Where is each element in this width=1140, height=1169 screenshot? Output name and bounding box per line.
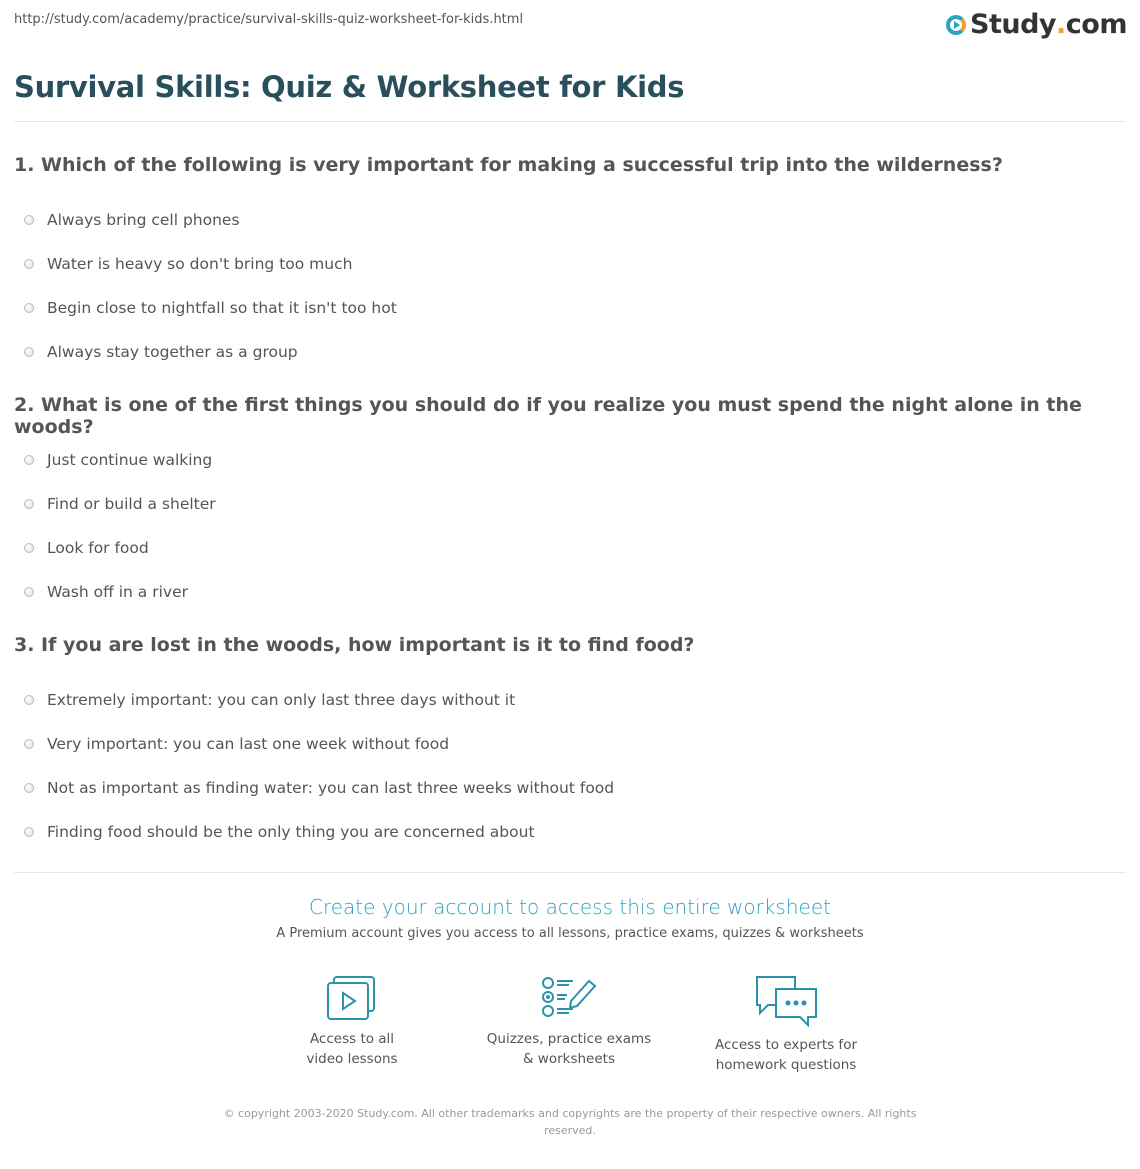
logo-name: Study xyxy=(970,9,1057,40)
logo-dot: . xyxy=(1056,9,1066,40)
page-url: http://study.com/academy/practice/survival-skills-quiz-worksheet-for-kids.html xyxy=(14,12,524,27)
answer-option[interactable] xyxy=(14,810,1124,854)
chat-bubbles-icon xyxy=(754,975,818,1027)
question-text: 3. If you are lost in the woods, how important is it to find food? xyxy=(14,634,695,656)
divider xyxy=(14,872,1126,873)
question-2 xyxy=(14,394,1124,614)
radio-button[interactable] xyxy=(24,347,34,357)
answer-option[interactable] xyxy=(14,242,1124,286)
feature-video-lessons xyxy=(252,975,452,1069)
cta-subtitle: A Premium account gives you access to all lessons, practice exams, quizzes & worksheets xyxy=(276,926,864,941)
radio-button[interactable] xyxy=(24,695,34,705)
quiz-checklist-icon xyxy=(541,975,597,1021)
feature-label: Access to all xyxy=(309,1031,395,1047)
feature-label: video lessons xyxy=(306,1051,398,1067)
answer-label: Just continue walking xyxy=(47,451,213,469)
answer-option[interactable] xyxy=(14,570,1124,614)
radio-button[interactable] xyxy=(24,543,34,553)
radio-button[interactable] xyxy=(24,215,34,225)
feature-label: homework questions xyxy=(715,1057,857,1073)
radio-button[interactable] xyxy=(24,827,34,837)
video-lessons-icon xyxy=(326,975,378,1021)
feature-label: & worksheets xyxy=(522,1051,615,1067)
answer-label: Always bring cell phones xyxy=(47,211,240,229)
answer-label: Wash off in a river xyxy=(47,583,188,601)
answer-option[interactable] xyxy=(14,678,1124,722)
question-1 xyxy=(14,154,1124,374)
radio-button[interactable] xyxy=(24,739,34,749)
play-logo-icon xyxy=(946,15,966,35)
answer-option[interactable] xyxy=(14,526,1124,570)
answer-label: Begin close to nightfall so that it isn't too hot xyxy=(47,299,397,317)
answer-option[interactable] xyxy=(14,722,1124,766)
answer-option[interactable] xyxy=(14,482,1124,526)
divider xyxy=(14,121,1126,122)
cta-title[interactable]: Create your account to access this entire worksheet xyxy=(309,895,831,919)
study-logo[interactable] xyxy=(946,9,1127,40)
answer-label: Not as important as finding water: you can last three weeks without food xyxy=(47,779,615,797)
radio-button[interactable] xyxy=(24,455,34,465)
answer-option[interactable] xyxy=(14,198,1124,242)
answer-label: Extremely important: you can only last three days without it xyxy=(47,691,516,709)
answer-option[interactable] xyxy=(14,330,1124,374)
radio-button[interactable] xyxy=(24,587,34,597)
feature-label: Quizzes, practice exams xyxy=(486,1031,652,1047)
page-title: Survival Skills: Quiz & Worksheet for Kids xyxy=(14,70,685,104)
radio-button[interactable] xyxy=(24,783,34,793)
answer-label: Look for food xyxy=(47,539,149,557)
question-text: 1. Which of the following is very important for making a successful trip into the wilderness? xyxy=(14,154,1003,176)
answer-label: Finding food should be the only thing you are concerned about xyxy=(47,823,535,841)
logo-tld: com xyxy=(1065,9,1127,40)
answer-option[interactable] xyxy=(14,438,1124,482)
answer-label: Find or build a shelter xyxy=(47,495,216,513)
answer-label: Always stay together as a group xyxy=(47,343,298,361)
question-text: 2. What is one of the first things you should do if you realize you must spend the night alone in the woods? xyxy=(14,394,1082,438)
feature-quizzes xyxy=(469,975,669,1069)
radio-button[interactable] xyxy=(24,499,34,509)
answer-option[interactable] xyxy=(14,286,1124,330)
question-3 xyxy=(14,634,1124,854)
answer-label: Very important: you can last one week without food xyxy=(47,735,450,753)
radio-button[interactable] xyxy=(24,259,34,269)
copyright: © copyright 2003-2020 Study.com. All other trademarks and copyrights are the property of their respective owners. All rights reserved. xyxy=(223,1107,917,1137)
feature-label: Access to experts for xyxy=(714,1037,857,1053)
radio-button[interactable] xyxy=(24,303,34,313)
answer-label: Water is heavy so don't bring too much xyxy=(47,255,353,273)
feature-experts xyxy=(686,975,886,1075)
answer-option[interactable] xyxy=(14,766,1124,810)
